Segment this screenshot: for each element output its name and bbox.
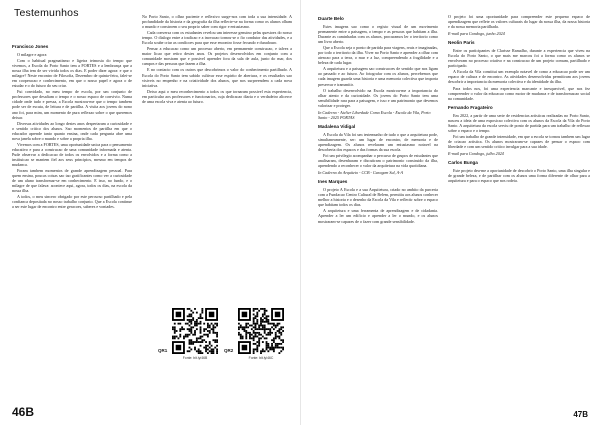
body-paragraph: A arquitetura e a paisagem sao construcoes de sentido que nos ligam ao passado e ao futuro. Ao fotografar com os alunos, percebemos que cada imagem guarda uma historia e uma memoria colectiva que importa preservar e transmitir. [318,66,438,87]
body-paragraph: Foram tambem momentos de grande aprendizagem pessoal. Para quem ensina, poucas coisas sao tao gratificantes como ver a curiosidade de um aluno transformar-se em conhecimento. E isso, no fundo, e o milagre de que falava: acontece aqui, agora, todos os dias, na escola da nossa ilha. [12,168,132,194]
testimonial-block [318,16,438,120]
body-paragraph: Deixo aqui o meu reconhecimento a todos os que tornaram possivel esta experiencia, em particular aos professores e funcionarios, cuja dedicacao diaria e o verdadeiro alicerce de uma escola viva e atenta ao futuro. [142,88,292,104]
body-paragraph: A arquitetura e uma ferramenta de aprendizagem e de cidadania. Aprender a ler um edificio e aprender a ler o mundo, e os alunos mostraram-se capazes de o fazer com grande sensibilidade. [318,208,438,224]
text-column-4 [448,14,590,414]
qr-block-2 [224,308,286,368]
testimonial-block [12,44,132,209]
author-name: Carlos Bunga [448,160,478,166]
qr-label-1: QR1 [158,348,168,353]
body-paragraph: Este projeto deu-me a oportunidade de descobrir o Porto Santo, uma ilha singular e de grande beleza, e de partilhar com os alunos uma forma diferente de olhar para a arquitetura e para o espaco que nos rodeia. [448,168,590,184]
testimonial-block [318,179,438,223]
author-name: Duarte Belo [318,16,344,21]
testimonial-block [448,105,590,156]
testimonial-block [448,160,590,183]
page-title: Testemunhos [14,7,79,19]
body-paragraph: Para todos nos, foi uma experiencia marcante e inesquecivel, que nos fez compreender o valor da educacao como motor de mudanca e de transformacao social na comunidade. [448,85,590,101]
source-citation: In Caderno do Arquiteto - CCB - Garagem Sul, A-A [318,170,403,176]
source-citation: E-mail para Gondogo, julho 2024 [448,150,504,156]
page-number-left: 46B [12,405,35,419]
page-number-right: 47B [573,410,588,419]
qr-label-2: QR2 [224,348,234,353]
text-column-3 [318,14,438,414]
body-paragraph: Em 2022, a partir de uma serie de residencias artisticas realizadas no Porto Santo, nasceu a ideia de uma exposicao colectiva com os alunos da Escola da Vila do Porto Santo. A arquitetura da escola serviu de ponto de partida para um trabalho de reflexao sobre o espaco e o tempo. [448,112,590,133]
body-paragraph: Pensar a educacao como um processo aberto, em permanente construcao, e talvez a maior licao que retiro destes anos. Os projetos desenvolvidos em conjunto com a comunidade mostram que e possivel aprender fora da sala de aula, junto do mar, dos campos e das pessoas que fazem a ilha. [142,46,292,67]
qr-block-1 [158,308,220,368]
source-citation: E-mail para Gondogo, junho 2024 [448,31,505,37]
body-paragraph: Foi um privilegio acompanhar o percurso de grupos de estudantes que analisaram, desenharam e discutiram o patrimonio construido da ilha, aprendendo a reconhecer o valor da arquitetura na vida quotidiana. [318,153,438,169]
page-gutter [300,0,301,425]
body-paragraph: Fui convidado, no meu tempo de escola, por um conjunto de professores que desafiam o tempo e o nosso espaco de convivio. Numa cidade onde tudo e pressa, a Escola mostrou-me que o tempo tambem pode ser de escuta, de leitura e de partilha. A visita aos jovens do nono ano foi, para mim, um momento de pura reflexao sobre o que queremos deixar. [12,89,132,120]
author-name: Francisco Jones [12,44,49,49]
body-paragraph: O projeto foi uma oportunidade para compreender este pequeno espaco de aprendizagem que reflete os valores culturais do lugar da nossa ilha, da nossa historia e da nossa memoria partilhada. [448,14,590,30]
body-paragraph: E no contacto com os outros que descobrimos o valor do conhecimento partilhado. A Escola do Porto Santo tem sabido cultivar esse espirito de abertura, e os resultados sao visiveis no empenho e na criatividade dos alunos, que nos surpreendem a cada nova iniciativa. [142,67,292,88]
body-paragraph: Vivemos com a FORTES, uma oportunidade unica para o pensamento educativo e para a construcao de uma comunidade informada e atenta. Pude observar a dedicacao de todos os envolvidos e a forma como a instituicao se mantem fiel aos seus principios, mesmo em tempos de mudanca. [12,141,132,167]
testimonial-block [448,14,590,36]
body-paragraph: A Escola da Vila constitui um exemplo notavel de como a educacao pode ser um espaco de cultura e de encontro. As atividades desenvolvidas permitiram aos jovens descobrir a importancia da memoria colectiva e da identidade da ilha. [448,69,590,85]
testimonial-block [142,14,292,104]
body-paragraph: Diversas atividades ao longo destes anos despertaram a curiosidade e o sentido critico dos alunos. Sao momentos de partilha em que o educador aprende tanto quanto ensina, onde cada pergunta abre uma nova janela sobre o mundo e sobre a propria ilha. [12,120,132,141]
qr-code-1[interactable] [172,308,218,354]
body-paragraph: No Porto Santo, o olhar paciente e reflexivo surge-nos com toda a sua intensidade. A profundidade da historia e da geografia da ilha reflecte-se na forma como os alunos olham o mundo e constroem o seu proprio saber com rigor e entusiasmo. [142,14,292,30]
body-paragraph: Foi um trabalho de grande intensidade, em que a escola se tornou tambem um lugar de criacao artistica. Os alunos mostraram-se capazes de pensar o espaco com liberdade e com um sentido critico invulgar para a sua idade. [448,133,590,149]
body-paragraph: Cada conversa com os estudantes revelou um interesse genuino pelas questoes do nosso tempo. O dialogo entre a tradicao e a inovacao tornou-se o fio condutor das atividades, e a Escola soube criar as condicoes para que esse encontro fosse fecundo e duradouro. [142,30,292,46]
source-citation: In Caderno - Atelier Liberdade Como Escola - Escola da Vila, Porto Santo - 2025 PORTAS [318,109,431,120]
body-paragraph: Entre os participantes de Clarisse Ramalho, durante a experiencia que viveu na Escola do Porto Santo, o que mais me marcou foi a forma como os alunos se envolveram no processo criativo e na construcao de um projeto comum, partilhado e participado. [448,48,590,69]
body-paragraph: A todos, o meu sincero obrigado por este percurso partilhado e pela confianca depositada no nosso trabalho conjunto. Que a Escola continue a ser este lugar de encontro entre geracoes, saberes e vontades. [12,194,132,210]
body-paragraph: Com o habitual pragmatismo e ligeira teimosia do tempo que vivemos, a Escola do Porto Santo tem a FORTES e a lembrança que a nossa ilha tem de ser vivida todos os dias. E poder dizer agora: e que o milagre? Neste encontro de Filosofia, Dezembro de quinta-feira, falei-se em cooperacao e conhecimento, em que o nosso papel e agora o de estudar e o do futuro do seu criar. [12,58,132,89]
body-paragraph: O trabalho desenvolvido na Escola mostrou-me a importancia do olhar atento e da curiosidade. Os jovens do Porto Santo tem uma sensibilidade rara para a paisagem, e isso e um patrimonio que devemos valorizar e proteger. [318,87,438,108]
qr-code-2[interactable] [238,308,284,354]
testimonial-block [318,124,438,175]
text-column-2 [142,14,292,306]
qr-caption-2: Fonte: bit.ly/46C [248,356,274,360]
body-paragraph: O milagre e agora [17,52,47,57]
testimonial-block [448,40,590,100]
author-name: Fernando Fragateiro [448,104,493,110]
body-paragraph: A Escola da Vila foi um testemunho de tudo o que a arquitetura pode, simultaneamente, ser: um lugar de encontro, de memoria e de aprendizagem. Os alunos revelaram um entusiasmo notavel na descoberta dos espacos e das formas da sua escola. [318,131,438,152]
author-name: Ines Marques [318,179,348,185]
qr-caption-1: Fonte: bit.ly/46B [182,356,208,360]
body-paragraph: O projeto A Escola e a sua Arquitetura, criado no ambito da parceria com a Fundacao Centro Cultural de Belem, permitiu aos alunos conhecer melhor a historia e o desenho da Escola da Vila e reflectir sobre o espaco que habitam todos os dias. [318,187,438,208]
body-paragraph: Estes imagens sao como o registo visual de um movimento permanente entre a paisagem, o tempo e as pessoas que habitam a ilha. Durante as caminhadas com os alunos, procuramos ler o territorio como um livro aberto. [318,24,438,45]
author-name: Neolin Paris [448,40,475,46]
author-name: Madalena Vidigal [318,123,356,129]
body-paragraph: Que a Escola seja o ponto de partida para viagens, reais e imaginadas, por todo o territorio da ilha. Viver no Porto Santo e aprender a olhar com atencao para a terra, o mar e a luz, compreendendo a fragilidade e a beleza de cada lugar. [318,45,438,66]
text-column-1 [12,14,132,386]
